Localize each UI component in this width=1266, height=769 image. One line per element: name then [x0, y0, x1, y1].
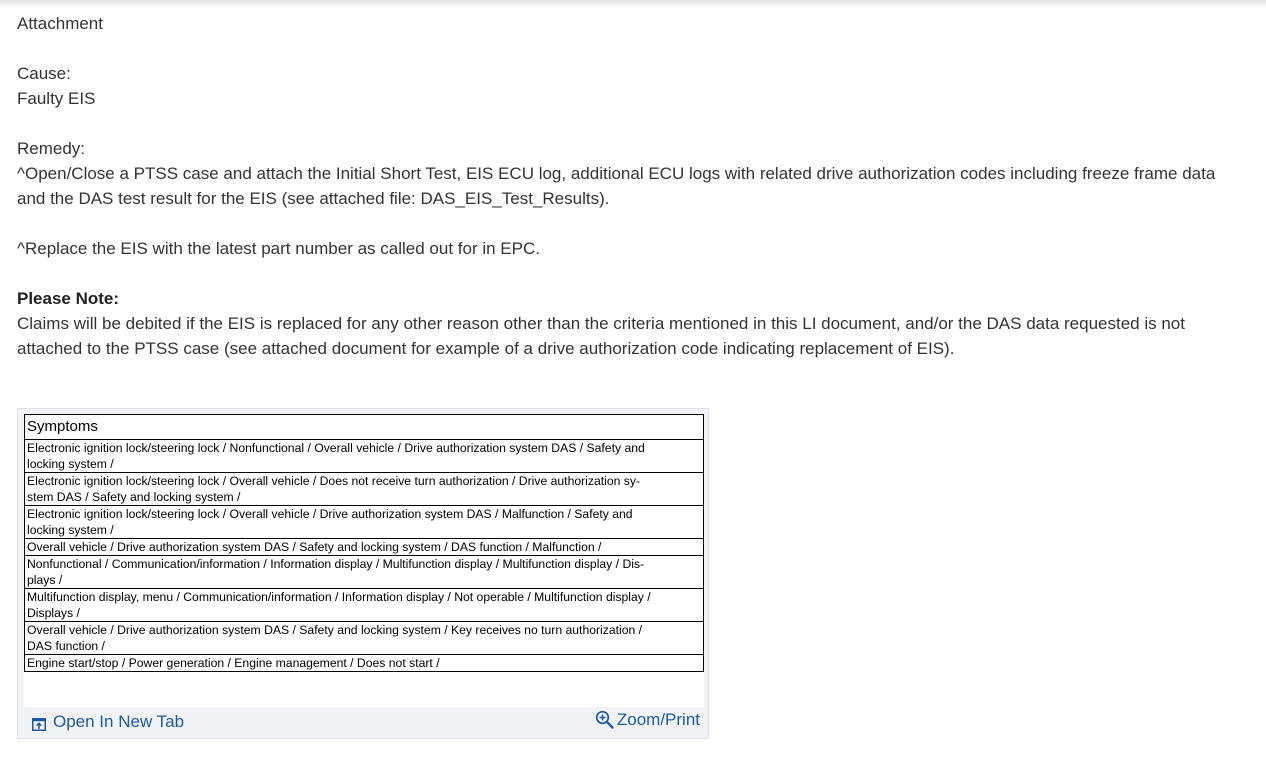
symptom-line-1: Overall vehicle / Drive authorization system DAS / Safety and locking system / DAS function / Malfunction / [27, 540, 602, 554]
table-row [25, 556, 704, 589]
open-in-new-tab-link[interactable] [32, 712, 184, 732]
attachment-card [17, 408, 709, 739]
table-row [25, 539, 704, 556]
symptom-cell [25, 473, 704, 506]
note-text: Claims will be debited if the EIS is replaced for any other reason other than the criteria mentioned in this LI document, and/or the DAS data requested is not attached to the PTSS case (see attached document for example of a drive authorization code indicating replacement of EIS). [17, 314, 1185, 358]
symptom-line-1: Multifunction display, menu / Communication/information / Information display / Not operable / Multifunction display / [27, 590, 651, 604]
symptom-cell [25, 539, 704, 556]
table-row [25, 440, 704, 473]
open-in-new-tab-label: Open In New Tab [53, 712, 185, 731]
symptom-line-1: Electronic ignition lock/steering lock / Overall vehicle / Does not receive turn authorization / Drive authorization sy- [27, 474, 641, 488]
symptom-cell [25, 440, 704, 473]
cause-value: Faulty EIS [17, 89, 96, 108]
symptom-line-2: stem DAS / Safety and locking system / [27, 490, 241, 504]
symptom-line-1: Engine start/stop / Power generation / Engine management / Does not start / [27, 656, 440, 670]
remedy-step-2: ^Replace the EIS with the latest part number as called out for in EPC. [17, 239, 540, 258]
table-row [25, 655, 704, 672]
table-row [25, 622, 704, 655]
symptom-line-2: DAS function / [27, 639, 105, 653]
zoom-in-icon [595, 710, 615, 730]
symptoms-header: Symptoms [25, 415, 704, 440]
zoom-print-label: Zoom/Print [616, 710, 700, 729]
note-label: Please Note: [17, 289, 120, 308]
table-row [25, 589, 704, 622]
zoom-print-link[interactable] [595, 710, 700, 730]
table-row [25, 473, 704, 506]
symptom-cell [25, 622, 704, 655]
symptoms-table [24, 414, 704, 672]
symptom-line-2: locking system / [27, 457, 114, 471]
symptom-line-1: Electronic ignition lock/steering lock / Nonfunctional / Overall vehicle / Drive authorization system DAS / Safety and [27, 441, 645, 455]
symptom-line-1: Nonfunctional / Communication/information / Information display / Multifunction display / Multifunction display / Dis- [27, 557, 645, 571]
attachment-footer [18, 708, 708, 738]
symptom-line-1: Electronic ignition lock/steering lock / Overall vehicle / Drive authorization system DAS / Malfunction / Safety and [27, 507, 633, 521]
symptom-line-2: plays / [27, 573, 63, 587]
cause-label: Cause: [17, 64, 71, 83]
symptom-cell [25, 589, 704, 622]
attachment-image[interactable] [24, 414, 704, 707]
remedy-step-1: ^Open/Close a PTSS case and attach the Initial Short Test, EIS ECU log, additional ECU logs with related drive authorization codes including freeze frame data and the DAS test result for the EIS (see attached file: DAS_EIS_Test_Results). [17, 164, 1216, 208]
symptom-line-1: Overall vehicle / Drive authorization system DAS / Safety and locking system / Key receives no turn authorization / [27, 623, 643, 637]
attachment-heading: Attachment [17, 14, 103, 33]
header-shadow [0, 0, 1266, 8]
symptom-cell [25, 506, 704, 539]
open-new-tab-icon [32, 716, 46, 729]
symptom-cell [25, 655, 704, 672]
document-body [17, 11, 1247, 361]
symptom-line-2: Displays / [27, 606, 80, 620]
table-row [25, 506, 704, 539]
symptom-cell [25, 556, 704, 589]
remedy-label: Remedy: [17, 139, 86, 158]
symptom-line-2: locking system / [27, 523, 114, 537]
